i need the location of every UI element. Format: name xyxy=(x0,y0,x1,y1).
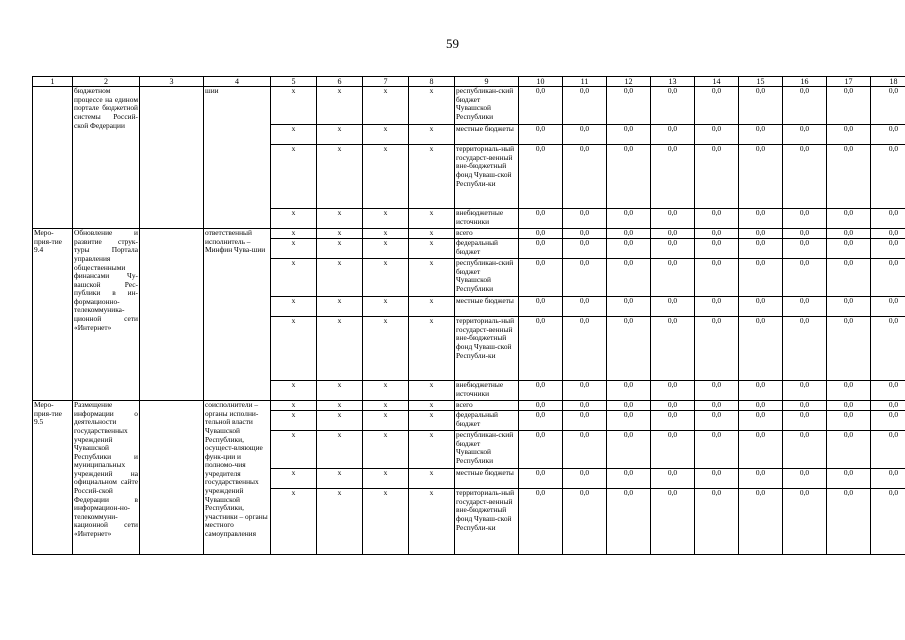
x-mark: x xyxy=(409,401,455,411)
value-cell: 0,0 xyxy=(695,209,739,229)
x-mark: x xyxy=(409,125,455,145)
x-mark: x xyxy=(317,489,363,555)
value-cell: 0,0 xyxy=(519,431,563,469)
column-number: 11 xyxy=(563,77,607,87)
value-cell: 0,0 xyxy=(871,239,905,259)
value-cell: 0,0 xyxy=(563,469,607,489)
value-cell: 0,0 xyxy=(563,145,607,209)
header-row xyxy=(33,77,905,87)
x-mark: x xyxy=(317,297,363,317)
measure-code-cell: Меро-прия-тие 9.4 xyxy=(33,229,73,401)
value-cell: 0,0 xyxy=(607,469,651,489)
column-number: 9 xyxy=(455,77,519,87)
measure-name-cell: бюджетном процессе на едином портале бюджетной системы Россий-ской Федерации xyxy=(73,87,140,229)
value-cell: 0,0 xyxy=(563,87,607,125)
x-mark: x xyxy=(409,239,455,259)
funding-source: местные бюджеты xyxy=(455,469,519,489)
value-cell: 0,0 xyxy=(739,125,783,145)
value-cell: 0,0 xyxy=(651,125,695,145)
column-number: 2 xyxy=(73,77,140,87)
value-cell: 0,0 xyxy=(695,87,739,125)
value-cell: 0,0 xyxy=(783,431,827,469)
value-cell: 0,0 xyxy=(519,239,563,259)
value-cell: 0,0 xyxy=(651,401,695,411)
value-cell: 0,0 xyxy=(827,469,871,489)
x-mark: x xyxy=(317,469,363,489)
value-cell: 0,0 xyxy=(783,317,827,381)
value-cell: 0,0 xyxy=(519,229,563,239)
x-mark: x xyxy=(317,317,363,381)
column-number: 13 xyxy=(651,77,695,87)
x-mark: x xyxy=(271,381,317,401)
value-cell: 0,0 xyxy=(739,489,783,555)
value-cell: 0,0 xyxy=(607,239,651,259)
x-mark: x xyxy=(363,381,409,401)
value-cell: 0,0 xyxy=(739,411,783,431)
value-cell: 0,0 xyxy=(871,229,905,239)
funding-source: республикан-ский бюджет Чувашской Республики xyxy=(455,259,519,297)
value-cell: 0,0 xyxy=(607,317,651,381)
value-cell: 0,0 xyxy=(563,431,607,469)
value-cell: 0,0 xyxy=(651,431,695,469)
column-number: 8 xyxy=(409,77,455,87)
value-cell: 0,0 xyxy=(827,259,871,297)
value-cell: 0,0 xyxy=(607,381,651,401)
value-cell: 0,0 xyxy=(695,431,739,469)
value-cell: 0,0 xyxy=(563,229,607,239)
column-number: 7 xyxy=(363,77,409,87)
measure-code-cell xyxy=(33,87,73,229)
x-mark: x xyxy=(271,145,317,209)
value-cell: 0,0 xyxy=(871,411,905,431)
value-cell: 0,0 xyxy=(827,297,871,317)
value-cell: 0,0 xyxy=(563,259,607,297)
x-mark: x xyxy=(409,145,455,209)
value-cell: 0,0 xyxy=(783,489,827,555)
column-number: 16 xyxy=(783,77,827,87)
value-cell: 0,0 xyxy=(871,381,905,401)
value-cell: 0,0 xyxy=(827,411,871,431)
page-number: 59 xyxy=(446,36,459,51)
value-cell: 0,0 xyxy=(783,145,827,209)
funding-source: республикан-ский бюджет Чувашской Республики xyxy=(455,87,519,125)
x-mark: x xyxy=(271,489,317,555)
value-cell: 0,0 xyxy=(871,489,905,555)
value-cell: 0,0 xyxy=(739,381,783,401)
value-cell: 0,0 xyxy=(563,125,607,145)
x-mark: x xyxy=(409,489,455,555)
x-mark: x xyxy=(271,401,317,411)
value-cell: 0,0 xyxy=(607,297,651,317)
x-mark: x xyxy=(317,381,363,401)
value-cell: 0,0 xyxy=(519,259,563,297)
value-cell: 0,0 xyxy=(739,87,783,125)
x-mark: x xyxy=(317,125,363,145)
value-cell: 0,0 xyxy=(871,87,905,125)
value-cell: 0,0 xyxy=(651,317,695,381)
value-cell: 0,0 xyxy=(739,145,783,209)
x-mark: x xyxy=(363,209,409,229)
value-cell: 0,0 xyxy=(783,125,827,145)
x-mark: x xyxy=(271,209,317,229)
column-number: 15 xyxy=(739,77,783,87)
x-mark: x xyxy=(271,297,317,317)
value-cell: 0,0 xyxy=(519,125,563,145)
value-cell: 0,0 xyxy=(563,489,607,555)
value-cell: 0,0 xyxy=(563,411,607,431)
value-cell: 0,0 xyxy=(607,125,651,145)
value-cell: 0,0 xyxy=(695,317,739,381)
x-mark: x xyxy=(271,259,317,297)
column-number: 18 xyxy=(871,77,905,87)
x-mark: x xyxy=(317,239,363,259)
x-mark: x xyxy=(409,297,455,317)
value-cell: 0,0 xyxy=(871,401,905,411)
funding-source: местные бюджеты xyxy=(455,125,519,145)
value-cell: 0,0 xyxy=(695,489,739,555)
value-cell: 0,0 xyxy=(695,469,739,489)
x-mark: x xyxy=(409,229,455,239)
value-cell: 0,0 xyxy=(519,411,563,431)
x-mark: x xyxy=(409,259,455,297)
x-mark: x xyxy=(363,297,409,317)
value-cell: 0,0 xyxy=(783,229,827,239)
value-cell: 0,0 xyxy=(739,229,783,239)
x-mark: x xyxy=(363,431,409,469)
table-row xyxy=(33,401,905,411)
x-mark: x xyxy=(409,381,455,401)
value-cell: 0,0 xyxy=(871,125,905,145)
column-number: 10 xyxy=(519,77,563,87)
value-cell: 0,0 xyxy=(739,239,783,259)
value-cell: 0,0 xyxy=(871,469,905,489)
x-mark: x xyxy=(317,209,363,229)
measure-name-cell: Размещение информации о деятельности государственных учреждений Чувашской Республики и муниципальных учреждений на официальном сайте Россий-ской Федерации в информацион-но-телекоммуни-кационной сети «Интернет» xyxy=(73,401,140,555)
x-mark: x xyxy=(363,145,409,209)
funding-source: внебюджетные источники xyxy=(455,381,519,401)
funding-source: республикан-ский бюджет Чувашской Республики xyxy=(455,431,519,469)
value-cell: 0,0 xyxy=(739,431,783,469)
value-cell: 0,0 xyxy=(519,317,563,381)
value-cell: 0,0 xyxy=(827,87,871,125)
value-cell: 0,0 xyxy=(563,317,607,381)
x-mark: x xyxy=(271,469,317,489)
value-cell: 0,0 xyxy=(607,145,651,209)
value-cell: 0,0 xyxy=(519,297,563,317)
value-cell: 0,0 xyxy=(695,229,739,239)
x-mark: x xyxy=(363,401,409,411)
x-mark: x xyxy=(317,259,363,297)
x-mark: x xyxy=(317,411,363,431)
funding-source: местные бюджеты xyxy=(455,297,519,317)
value-cell: 0,0 xyxy=(783,297,827,317)
x-mark: x xyxy=(409,87,455,125)
x-mark: x xyxy=(317,145,363,209)
value-cell: 0,0 xyxy=(607,401,651,411)
value-cell: 0,0 xyxy=(695,381,739,401)
x-mark: x xyxy=(317,87,363,125)
table-row xyxy=(33,87,905,125)
value-cell: 0,0 xyxy=(607,431,651,469)
value-cell: 0,0 xyxy=(871,145,905,209)
funding-source: федеральный бюджет xyxy=(455,411,519,431)
col3-cell xyxy=(140,87,204,229)
value-cell: 0,0 xyxy=(695,259,739,297)
value-cell: 0,0 xyxy=(563,239,607,259)
x-mark: x xyxy=(363,239,409,259)
value-cell: 0,0 xyxy=(607,229,651,239)
value-cell: 0,0 xyxy=(739,259,783,297)
x-mark: x xyxy=(271,87,317,125)
value-cell: 0,0 xyxy=(827,229,871,239)
x-mark: x xyxy=(363,469,409,489)
value-cell: 0,0 xyxy=(651,469,695,489)
value-cell: 0,0 xyxy=(827,239,871,259)
x-mark: x xyxy=(363,87,409,125)
funding-source: территориаль-ный государст-венный вне-бюджетный фонд Чуваш-ской Республи-ки xyxy=(455,145,519,209)
value-cell: 0,0 xyxy=(783,87,827,125)
funding-source: территориаль-ный государст-венный вне-бюджетный фонд Чуваш-ской Республи-ки xyxy=(455,489,519,555)
measure-code-cell: Меро-прия-тие 9.5 xyxy=(33,401,73,555)
value-cell: 0,0 xyxy=(607,87,651,125)
x-mark: x xyxy=(271,229,317,239)
value-cell: 0,0 xyxy=(563,381,607,401)
value-cell: 0,0 xyxy=(607,259,651,297)
value-cell: 0,0 xyxy=(519,469,563,489)
value-cell: 0,0 xyxy=(871,209,905,229)
x-mark: x xyxy=(409,469,455,489)
x-mark: x xyxy=(271,125,317,145)
value-cell: 0,0 xyxy=(519,145,563,209)
value-cell: 0,0 xyxy=(695,411,739,431)
funding-source: федеральный бюджет xyxy=(455,239,519,259)
x-mark: x xyxy=(317,431,363,469)
funding-source: внебюджетные источники xyxy=(455,209,519,229)
x-mark: x xyxy=(317,229,363,239)
value-cell: 0,0 xyxy=(827,401,871,411)
value-cell: 0,0 xyxy=(695,401,739,411)
x-mark: x xyxy=(409,411,455,431)
funding-source: всего xyxy=(455,401,519,411)
value-cell: 0,0 xyxy=(607,489,651,555)
value-cell: 0,0 xyxy=(695,297,739,317)
executor-cell: ответственный исполнитель – Минфин Чува-шии xyxy=(204,229,271,401)
column-number: 3 xyxy=(140,77,204,87)
value-cell: 0,0 xyxy=(563,209,607,229)
value-cell: 0,0 xyxy=(871,259,905,297)
value-cell: 0,0 xyxy=(651,229,695,239)
x-mark: x xyxy=(363,317,409,381)
value-cell: 0,0 xyxy=(827,317,871,381)
value-cell: 0,0 xyxy=(827,125,871,145)
value-cell: 0,0 xyxy=(695,239,739,259)
executor-cell: шии xyxy=(204,87,271,229)
x-mark: x xyxy=(363,489,409,555)
value-cell: 0,0 xyxy=(651,209,695,229)
value-cell: 0,0 xyxy=(783,259,827,297)
value-cell: 0,0 xyxy=(827,431,871,469)
value-cell: 0,0 xyxy=(695,125,739,145)
value-cell: 0,0 xyxy=(651,297,695,317)
column-number: 4 xyxy=(204,77,271,87)
value-cell: 0,0 xyxy=(783,401,827,411)
measure-name-cell: Обновление и развитие струк-туры Портала управления общественными финансами Чу-вашской Рес-публики в ин-формационно-телекоммуника-ционной сети «Интернет» xyxy=(73,229,140,401)
value-cell: 0,0 xyxy=(519,209,563,229)
x-mark: x xyxy=(317,401,363,411)
value-cell: 0,0 xyxy=(739,209,783,229)
value-cell: 0,0 xyxy=(783,411,827,431)
value-cell: 0,0 xyxy=(607,411,651,431)
value-cell: 0,0 xyxy=(783,209,827,229)
x-mark: x xyxy=(271,431,317,469)
value-cell: 0,0 xyxy=(827,145,871,209)
column-number: 5 xyxy=(271,77,317,87)
x-mark: x xyxy=(271,317,317,381)
column-number: 12 xyxy=(607,77,651,87)
column-number: 14 xyxy=(695,77,739,87)
value-cell: 0,0 xyxy=(651,259,695,297)
x-mark: x xyxy=(409,209,455,229)
value-cell: 0,0 xyxy=(695,145,739,209)
value-cell: 0,0 xyxy=(651,87,695,125)
funding-source: всего xyxy=(455,229,519,239)
value-cell: 0,0 xyxy=(739,317,783,381)
value-cell: 0,0 xyxy=(827,209,871,229)
value-cell: 0,0 xyxy=(739,469,783,489)
x-mark: x xyxy=(409,317,455,381)
x-mark: x xyxy=(271,411,317,431)
column-number: 6 xyxy=(317,77,363,87)
x-mark: x xyxy=(363,259,409,297)
column-number: 1 xyxy=(33,77,73,87)
table-row xyxy=(33,229,905,239)
col3-cell xyxy=(140,401,204,555)
value-cell: 0,0 xyxy=(871,317,905,381)
col3-cell xyxy=(140,229,204,401)
value-cell: 0,0 xyxy=(827,489,871,555)
value-cell: 0,0 xyxy=(827,381,871,401)
value-cell: 0,0 xyxy=(783,469,827,489)
value-cell: 0,0 xyxy=(519,381,563,401)
value-cell: 0,0 xyxy=(783,239,827,259)
budget-table xyxy=(32,76,905,555)
value-cell: 0,0 xyxy=(519,401,563,411)
value-cell: 0,0 xyxy=(607,209,651,229)
value-cell: 0,0 xyxy=(651,489,695,555)
value-cell: 0,0 xyxy=(739,297,783,317)
value-cell: 0,0 xyxy=(519,87,563,125)
value-cell: 0,0 xyxy=(871,431,905,469)
x-mark: x xyxy=(271,239,317,259)
x-mark: x xyxy=(363,229,409,239)
x-mark: x xyxy=(363,411,409,431)
value-cell: 0,0 xyxy=(651,239,695,259)
value-cell: 0,0 xyxy=(563,297,607,317)
x-mark: x xyxy=(409,431,455,469)
funding-source: территориаль-ный государст-венный вне-бюджетный фонд Чуваш-ской Республи-ки xyxy=(455,317,519,381)
value-cell: 0,0 xyxy=(519,489,563,555)
value-cell: 0,0 xyxy=(739,401,783,411)
value-cell: 0,0 xyxy=(651,381,695,401)
value-cell: 0,0 xyxy=(783,381,827,401)
value-cell: 0,0 xyxy=(651,411,695,431)
column-number: 17 xyxy=(827,77,871,87)
value-cell: 0,0 xyxy=(563,401,607,411)
executor-cell: соисполнители – органы исполни-тельной власти Чувашской Республики, осущест-вляющие функ-ции и полномо-чия учредителя государственных учреждений Чувашской Республики, участники – органы местного самоуправления xyxy=(204,401,271,555)
x-mark: x xyxy=(363,125,409,145)
value-cell: 0,0 xyxy=(651,145,695,209)
value-cell: 0,0 xyxy=(871,297,905,317)
